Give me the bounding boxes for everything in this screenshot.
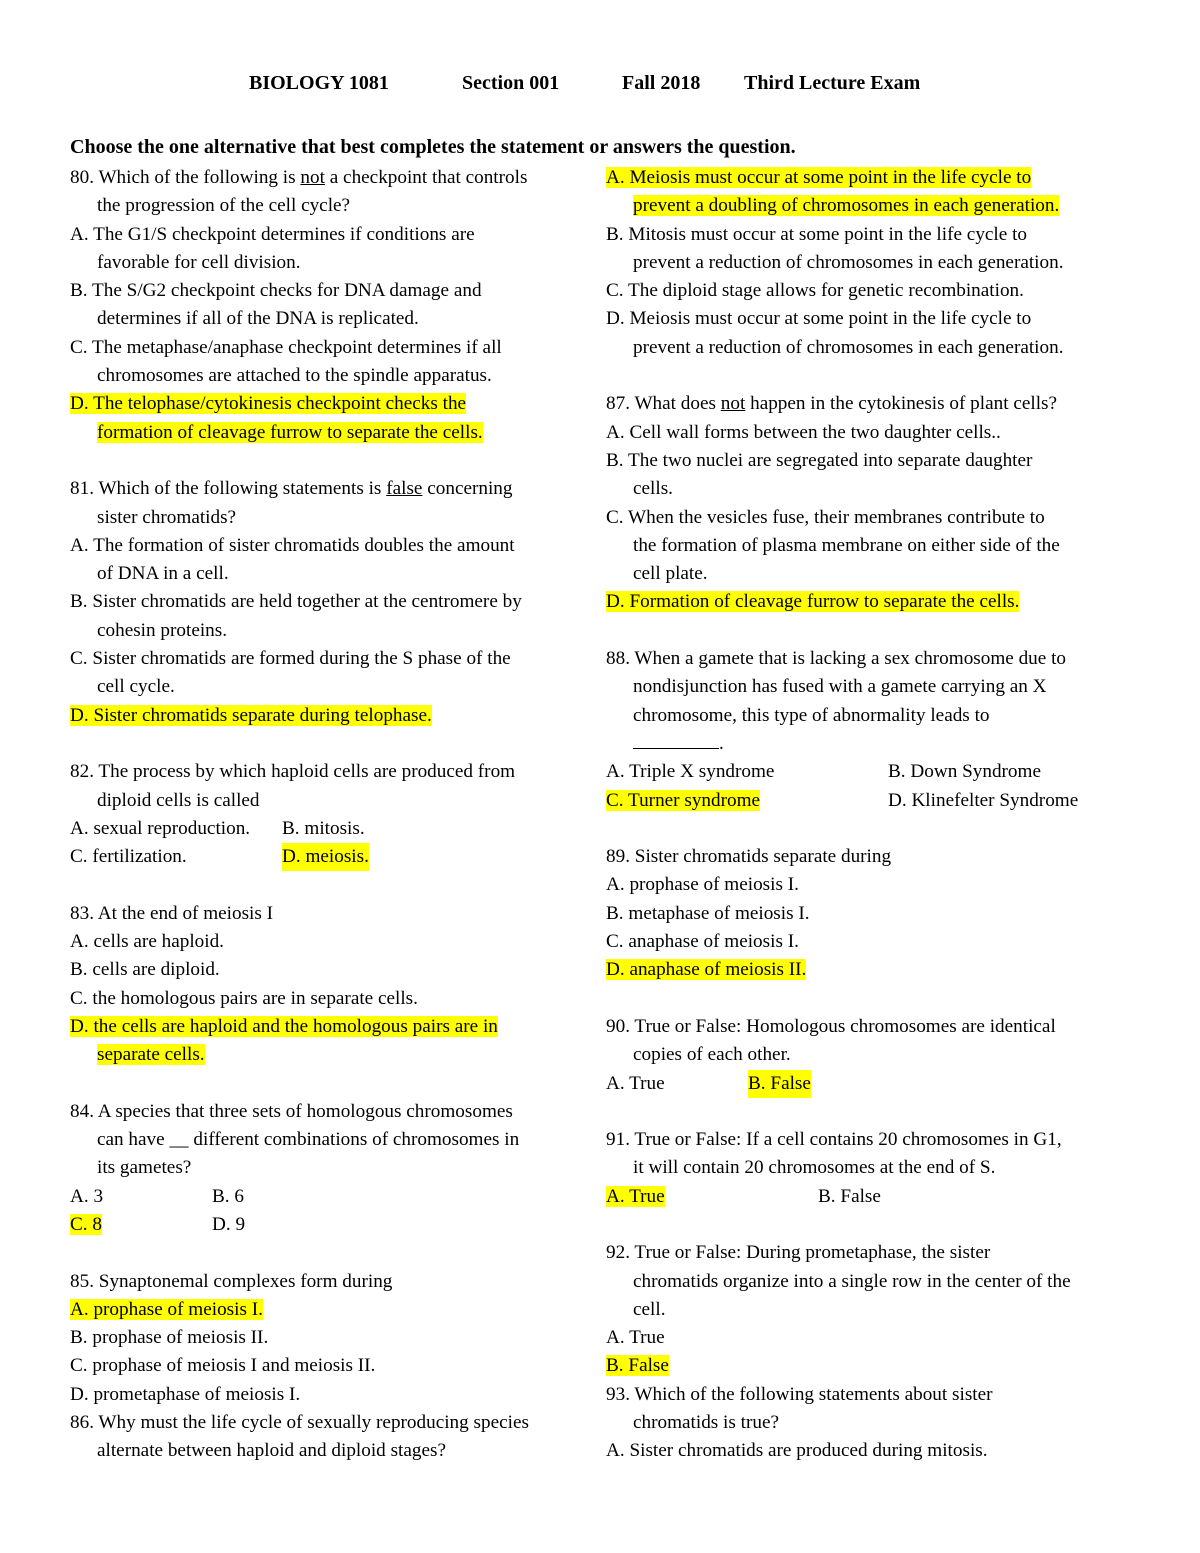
- question-stem: 82. The process by which haploid cells are produced from: [70, 761, 516, 783]
- question-stem: 84. A species that three sets of homologous chromosomes: [70, 1100, 513, 1122]
- question-92: [606, 1239, 1136, 1380]
- answer-option: D. 9: [212, 1213, 246, 1235]
- question-stem: the progression of the cell cycle?: [97, 195, 351, 217]
- answer-option: C. the homologous pairs are in separate cells.: [70, 987, 418, 1009]
- answer-option: B. 6: [212, 1185, 244, 1207]
- correct-answer: formation of cleavage furrow to separate the cells.: [97, 421, 483, 443]
- question-stem: copies of each other.: [633, 1044, 791, 1066]
- answer-blank: [633, 730, 719, 749]
- answer-option: B. Mitosis must occur at some point in the life cycle to: [606, 223, 1027, 245]
- answer-option: the formation of plasma membrane on either side of the: [633, 534, 1060, 556]
- right-column: [606, 164, 1136, 1466]
- question-86-options: [606, 164, 1136, 362]
- correct-answer: A. True: [606, 1185, 665, 1207]
- question-89: [606, 843, 1136, 984]
- correct-answer: prevent a doubling of chromosomes in each generation.: [633, 195, 1060, 217]
- question-stem: .: [606, 730, 1136, 758]
- answer-option: C. The metaphase/anaphase checkpoint determines if all: [70, 336, 502, 358]
- answer-option: cells.: [633, 478, 673, 500]
- question-stem: 81. Which of the following statements is false concerning: [70, 478, 513, 500]
- question-stem: chromatids organize into a single row in the center of the: [633, 1270, 1071, 1292]
- answer-option: A. True: [606, 1327, 665, 1349]
- answer-option: A. prophase of meiosis I.: [606, 874, 799, 896]
- answer-option: D. Meiosis must occur at some point in the life cycle to: [606, 308, 1032, 330]
- answer-option: A. Cell wall forms between the two daughter cells..: [606, 421, 1001, 443]
- term-label: Fall 2018: [622, 72, 701, 94]
- question-stem: chromosome, this type of abnormality leads to: [633, 704, 990, 726]
- question-stem: alternate between haploid and diploid stages?: [97, 1440, 446, 1462]
- answer-option: B. metaphase of meiosis I.: [606, 902, 810, 924]
- question-stem: 90. True or False: Homologous chromosomes are identical: [606, 1015, 1056, 1037]
- answer-option: A. Sister chromatids are produced during mitosis.: [606, 1440, 988, 1462]
- correct-answer: C. Turner syndrome: [606, 789, 761, 811]
- answer-option: of DNA in a cell.: [97, 563, 229, 585]
- left-column: [70, 164, 595, 1466]
- question-stem: 92. True or False: During prometaphase, the sister: [606, 1242, 991, 1264]
- question-87: [606, 390, 1136, 616]
- answer-option: B. The S/G2 checkpoint checks for DNA damage and: [70, 280, 482, 302]
- answer-option: chromosomes are attached to the spindle apparatus.: [97, 365, 492, 387]
- correct-answer: C. 8: [70, 1213, 102, 1235]
- question-80: [70, 164, 595, 447]
- answer-option: A. True: [606, 1072, 665, 1094]
- answer-option: prevent a reduction of chromosomes in each generation.: [633, 251, 1064, 273]
- answer-option: C. The diploid stage allows for genetic recombination.: [606, 280, 1024, 302]
- question-85: [70, 1268, 595, 1409]
- answer-option: B. False: [818, 1185, 881, 1207]
- correct-answer: D. anaphase of meiosis II.: [606, 959, 807, 981]
- question-stem: chromatids is true?: [633, 1412, 779, 1434]
- answer-option: C. prophase of meiosis I and meiosis II.: [70, 1355, 376, 1377]
- question-stem: can have __ different combinations of chromosomes in: [97, 1129, 520, 1151]
- question-93: [606, 1381, 1136, 1466]
- correct-answer: A. prophase of meiosis I.: [70, 1298, 263, 1320]
- answer-option: cell plate.: [633, 563, 708, 585]
- question-stem: 87. What does not happen in the cytokinesis of plant cells?: [606, 393, 1058, 415]
- answer-option: C. fertilization.: [70, 846, 187, 868]
- question-stem: 91. True or False: If a cell contains 20 chromosomes in G1,: [606, 1129, 1062, 1151]
- question-stem: 85. Synaptonemal complexes form during: [70, 1270, 393, 1292]
- answer-option: A. cells are haploid.: [70, 931, 224, 953]
- question-stem: 86. Why must the life cycle of sexually reproducing species: [70, 1412, 529, 1434]
- answer-option: prevent a reduction of chromosomes in each generation.: [633, 336, 1064, 358]
- question-82: [70, 758, 595, 871]
- course-title: BIOLOGY 1081: [249, 72, 389, 94]
- correct-answer: B. False: [606, 1355, 669, 1377]
- answer-option: B. cells are diploid.: [70, 959, 220, 981]
- question-stem: diploid cells is called: [97, 789, 260, 811]
- question-stem: 93. Which of the following statements about sister: [606, 1383, 993, 1405]
- instructions: Choose the one alternative that best completes the statement or answers the question.: [70, 136, 796, 158]
- correct-answer: separate cells.: [97, 1044, 205, 1066]
- question-stem: 88. When a gamete that is lacking a sex chromosome due to: [606, 648, 1067, 670]
- question-84: [70, 1098, 595, 1239]
- question-90: [606, 1013, 1136, 1098]
- exam-title: Third Lecture Exam: [744, 72, 921, 94]
- question-stem: 89. Sister chromatids separate during: [606, 846, 892, 868]
- question-86: [70, 1409, 595, 1466]
- question-stem: sister chromatids?: [97, 506, 237, 528]
- question-stem: 83. At the end of meiosis I: [70, 902, 274, 924]
- answer-option: A. Triple X syndrome: [606, 761, 775, 783]
- answer-option: B. The two nuclei are segregated into separate daughter: [606, 449, 1033, 471]
- correct-answer: D. The telophase/cytokinesis checkpoint checks the: [70, 393, 467, 415]
- question-81: [70, 475, 595, 730]
- correct-answer: A. Meiosis must occur at some point in the life cycle to: [606, 167, 1032, 188]
- answer-option: D. prometaphase of meiosis I.: [70, 1383, 301, 1405]
- correct-answer: D. the cells are haploid and the homologous pairs are in: [70, 1015, 498, 1037]
- answer-option: C. anaphase of meiosis I.: [606, 931, 799, 953]
- question-88: [606, 645, 1136, 815]
- question-91: [606, 1126, 1136, 1211]
- section-label: Section 001: [462, 72, 560, 94]
- question-stem: nondisjunction has fused with a gamete carrying an X: [633, 676, 1047, 698]
- question-stem: it will contain 20 chromosomes at the end of S.: [633, 1157, 996, 1179]
- answer-option: A. 3: [70, 1185, 104, 1207]
- correct-answer: D. meiosis.: [282, 843, 369, 871]
- question-83: [70, 900, 595, 1070]
- answer-option: A. The G1/S checkpoint determines if conditions are: [70, 223, 475, 245]
- answer-option: B. Down Syndrome: [888, 761, 1041, 783]
- answer-option: D. Klinefelter Syndrome: [888, 789, 1079, 811]
- answer-option: C. When the vesicles fuse, their membranes contribute to: [606, 506, 1045, 528]
- answer-option: A. sexual reproduction.: [70, 817, 251, 839]
- answer-option: cohesin proteins.: [97, 619, 228, 641]
- answer-option: B. mitosis.: [282, 817, 365, 839]
- answer-option: A. The formation of sister chromatids doubles the amount: [70, 534, 515, 556]
- correct-answer: D. Sister chromatids separate during telophase.: [70, 704, 432, 726]
- answer-option: cell cycle.: [97, 676, 175, 698]
- question-stem: its gametes?: [97, 1157, 192, 1179]
- question-stem: 80. Which of the following is not a checkpoint that controls: [70, 167, 528, 188]
- answer-option: C. Sister chromatids are formed during the S phase of the: [70, 648, 511, 670]
- answer-option: favorable for cell division.: [97, 251, 301, 273]
- answer-option: determines if all of the DNA is replicated.: [97, 308, 419, 330]
- answer-option: B. Sister chromatids are held together at the centromere by: [70, 591, 522, 613]
- question-stem: cell.: [633, 1298, 666, 1320]
- correct-answer: D. Formation of cleavage furrow to separate the cells.: [606, 591, 1020, 613]
- correct-answer: B. False: [748, 1070, 811, 1098]
- answer-option: B. prophase of meiosis II.: [70, 1327, 269, 1349]
